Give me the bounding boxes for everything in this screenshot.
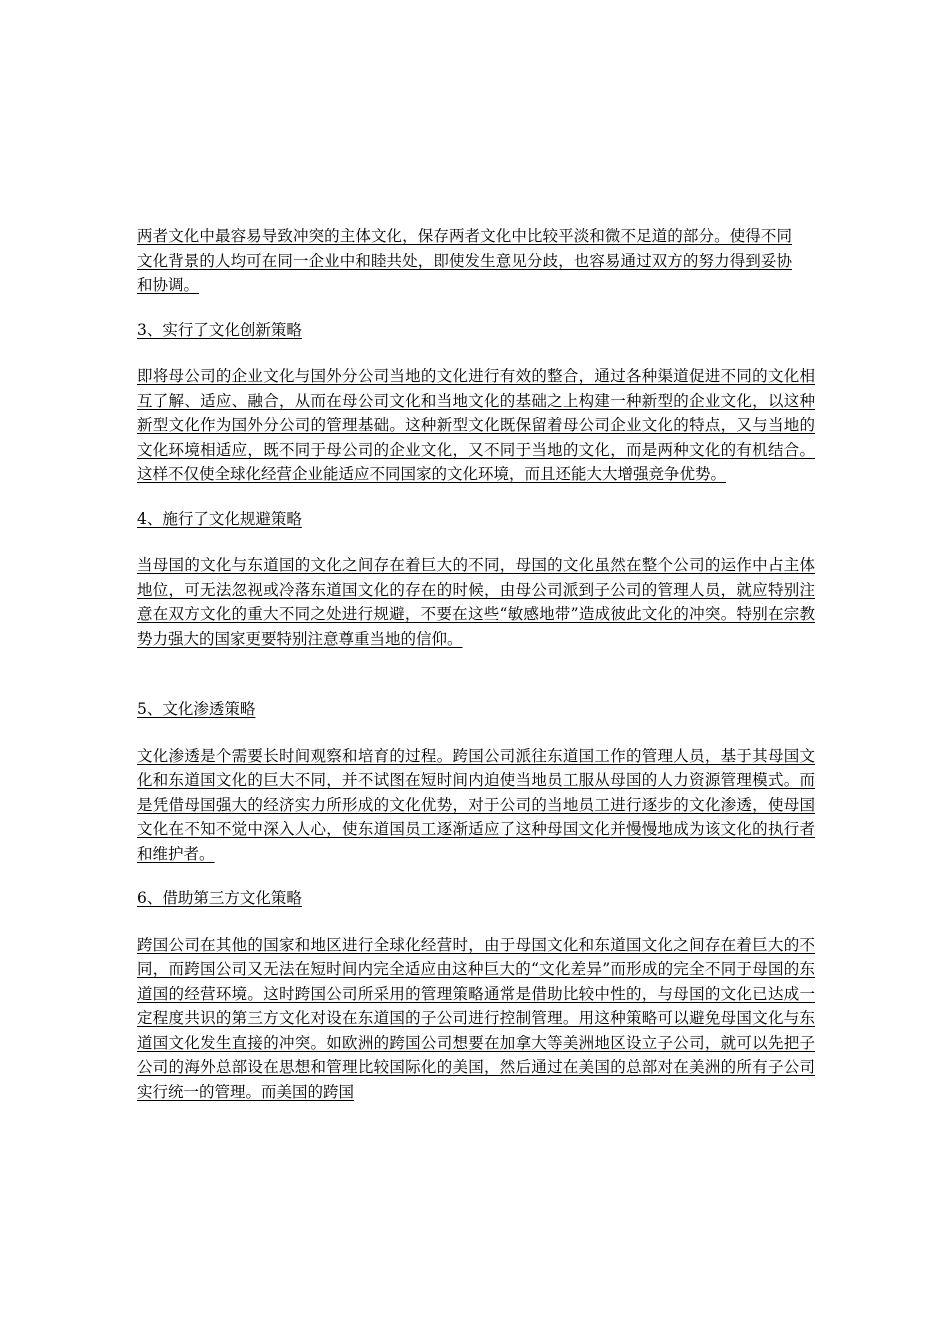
section-3-body: 即将母公司的企业文化与国外分公司当地的文化进行有效的整合，通过各种渠道促进不同的文化相互了解、适应、融合，从而在母公司文化和当地文化的基础之上构建一种新型的企业文化，以这种新型文化作为国外分公司的管理基础。这种新型文化既保留着母公司企业文化的特点，又与当地的文化环境相适应，既不同于母公司的企业文化，又不同于当地的文化，而是两种文化的有机结合。这样不仅使全球化经营企业能适应不同国家的文化环境，而且还能大大增强竞争优势。: [137, 367, 815, 483]
section-4-heading: 4、施行了文化规避策略: [137, 509, 302, 528]
section-5-heading: 5、文化渗透策略: [137, 700, 256, 718]
section-3-heading: 3、实行了文化创新策略: [137, 320, 302, 339]
document-body: [137, 224, 815, 1124]
section-4-body: 当母国的文化与东道国的文化之间存在着巨大的不同，母国的文化虽然在整个公司的运作中占主体地位，可无法忽视或冷落东道国文化的存在的时候，由母公司派到子公司的管理人员，就应特别注意在双方文化的重大不同之处进行规避，不要在这些“敏感地带”造成彼此文化的冲突。特别在宗教势力强大的国家更要特别注意尊重当地的信仰。: [137, 556, 815, 648]
intro-paragraph: 两者文化中最容易导致冲突的主体文化，保存两者文化中比较平淡和微不足道的部分。使得不同文化背景的人均可在同一企业中和睦共处，即使发生意见分歧，也容易通过双方的努力得到妥协和协调。: [137, 227, 792, 294]
section-5-body: 文化渗透是个需要长时间观察和培育的过程。跨国公司派往东道国工作的管理人员，基于其母国文化和东道国文化的巨大不同，并不试图在短时间内迫使当地员工服从母国的人力资源管理模式。而是凭借母国强大的经济实力所形成的文化优势，对于公司的当地员工进行逐步的文化渗透，使母国文化在不知不觉中深入人心，使东道国员工逐渐适应了这种母国文化并慢慢地成为该文化的执行者和维护者。: [137, 746, 815, 863]
section-6-heading: 6、借助第三方文化策略: [137, 889, 302, 907]
section-6-body: 跨国公司在其他的国家和地区进行全球化经营时，由于母国文化和东道国文化之间存在着巨大的不同，而跨国公司又无法在短时间内完全适应由这种巨大的“文化差异”而形成的完全不同于母国的东道国的经营环境。这时跨国公司所采用的管理策略通常是借助比较中性的，与母国的文化已达成一定程度共识的第三方文化对设在东道国的子公司进行控制管理。用这种策略可以避免母国文化与东道国文化发生直接的冲突。如欧洲的跨国公司想要在加拿大等美洲地区设立子公司，就可以先把子公司的海外总部设在思想和管理比较国际化的美国，然后通过在美国的总部对在美洲的所有子公司实行统一的管理。而美国的跨国: [137, 935, 815, 1101]
